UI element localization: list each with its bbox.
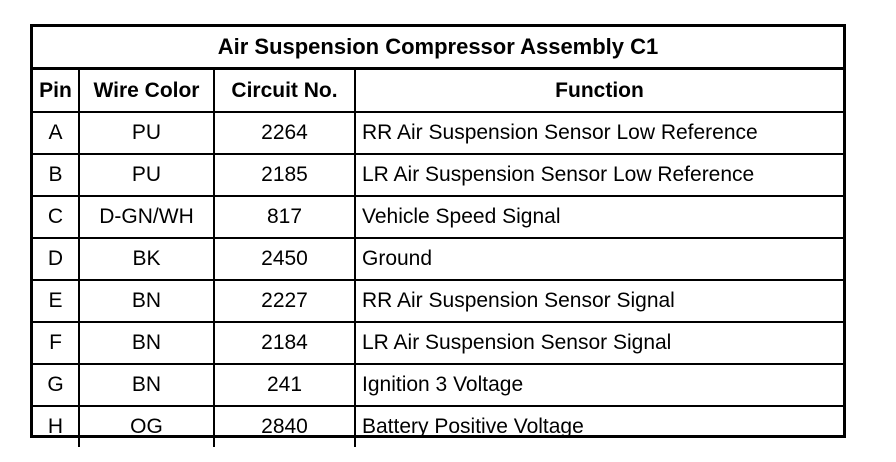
pin-cell: H [33,406,79,447]
function-cell: Vehicle Speed Signal [355,196,843,238]
wire-color-cell: BN [79,364,214,406]
pin-cell: F [33,322,79,364]
circuit-no-cell: 817 [214,196,355,238]
circuit-no-cell: 2227 [214,280,355,322]
wire-color-cell: BK [79,238,214,280]
wire-color-cell: BN [79,322,214,364]
pin-cell: G [33,364,79,406]
table-title-row [33,27,843,69]
circuit-no-cell: 241 [214,364,355,406]
header-function: Function [355,69,843,113]
table-row [33,406,843,447]
circuit-no-cell: 2450 [214,238,355,280]
function-cell: LR Air Suspension Sensor Signal [355,322,843,364]
header-wire-color: Wire Color [79,69,214,113]
wire-color-cell: BN [79,280,214,322]
table-title: Air Suspension Compressor Assembly C1 [33,27,843,69]
pin-cell: A [33,112,79,154]
header-circuit-no: Circuit No. [214,69,355,113]
header-pin: Pin [33,69,79,113]
pin-cell: C [33,196,79,238]
function-cell: RR Air Suspension Sensor Signal [355,280,843,322]
circuit-no-cell: 2184 [214,322,355,364]
function-cell: Ground [355,238,843,280]
circuit-no-cell: 2185 [214,154,355,196]
wire-color-cell: PU [79,154,214,196]
wire-color-cell: OG [79,406,214,447]
table-row [33,196,843,238]
pin-cell: E [33,280,79,322]
table-row [33,154,843,196]
table-header-row [33,69,843,113]
pin-cell: B [33,154,79,196]
circuit-no-cell: 2840 [214,406,355,447]
wire-color-cell: D-GN/WH [79,196,214,238]
circuit-no-cell: 2264 [214,112,355,154]
table-row [33,364,843,406]
connector-pinout-table [33,27,843,447]
pin-cell: D [33,238,79,280]
function-cell: Ignition 3 Voltage [355,364,843,406]
table-row [33,238,843,280]
function-cell: Battery Positive Voltage [362,415,584,438]
function-cell: LR Air Suspension Sensor Low Reference [355,154,843,196]
table-row [33,322,843,364]
connector-table-frame [30,24,846,438]
function-cell: RR Air Suspension Sensor Low Reference [355,112,843,154]
wire-color-cell: PU [79,112,214,154]
table-row [33,112,843,154]
table-row [33,280,843,322]
